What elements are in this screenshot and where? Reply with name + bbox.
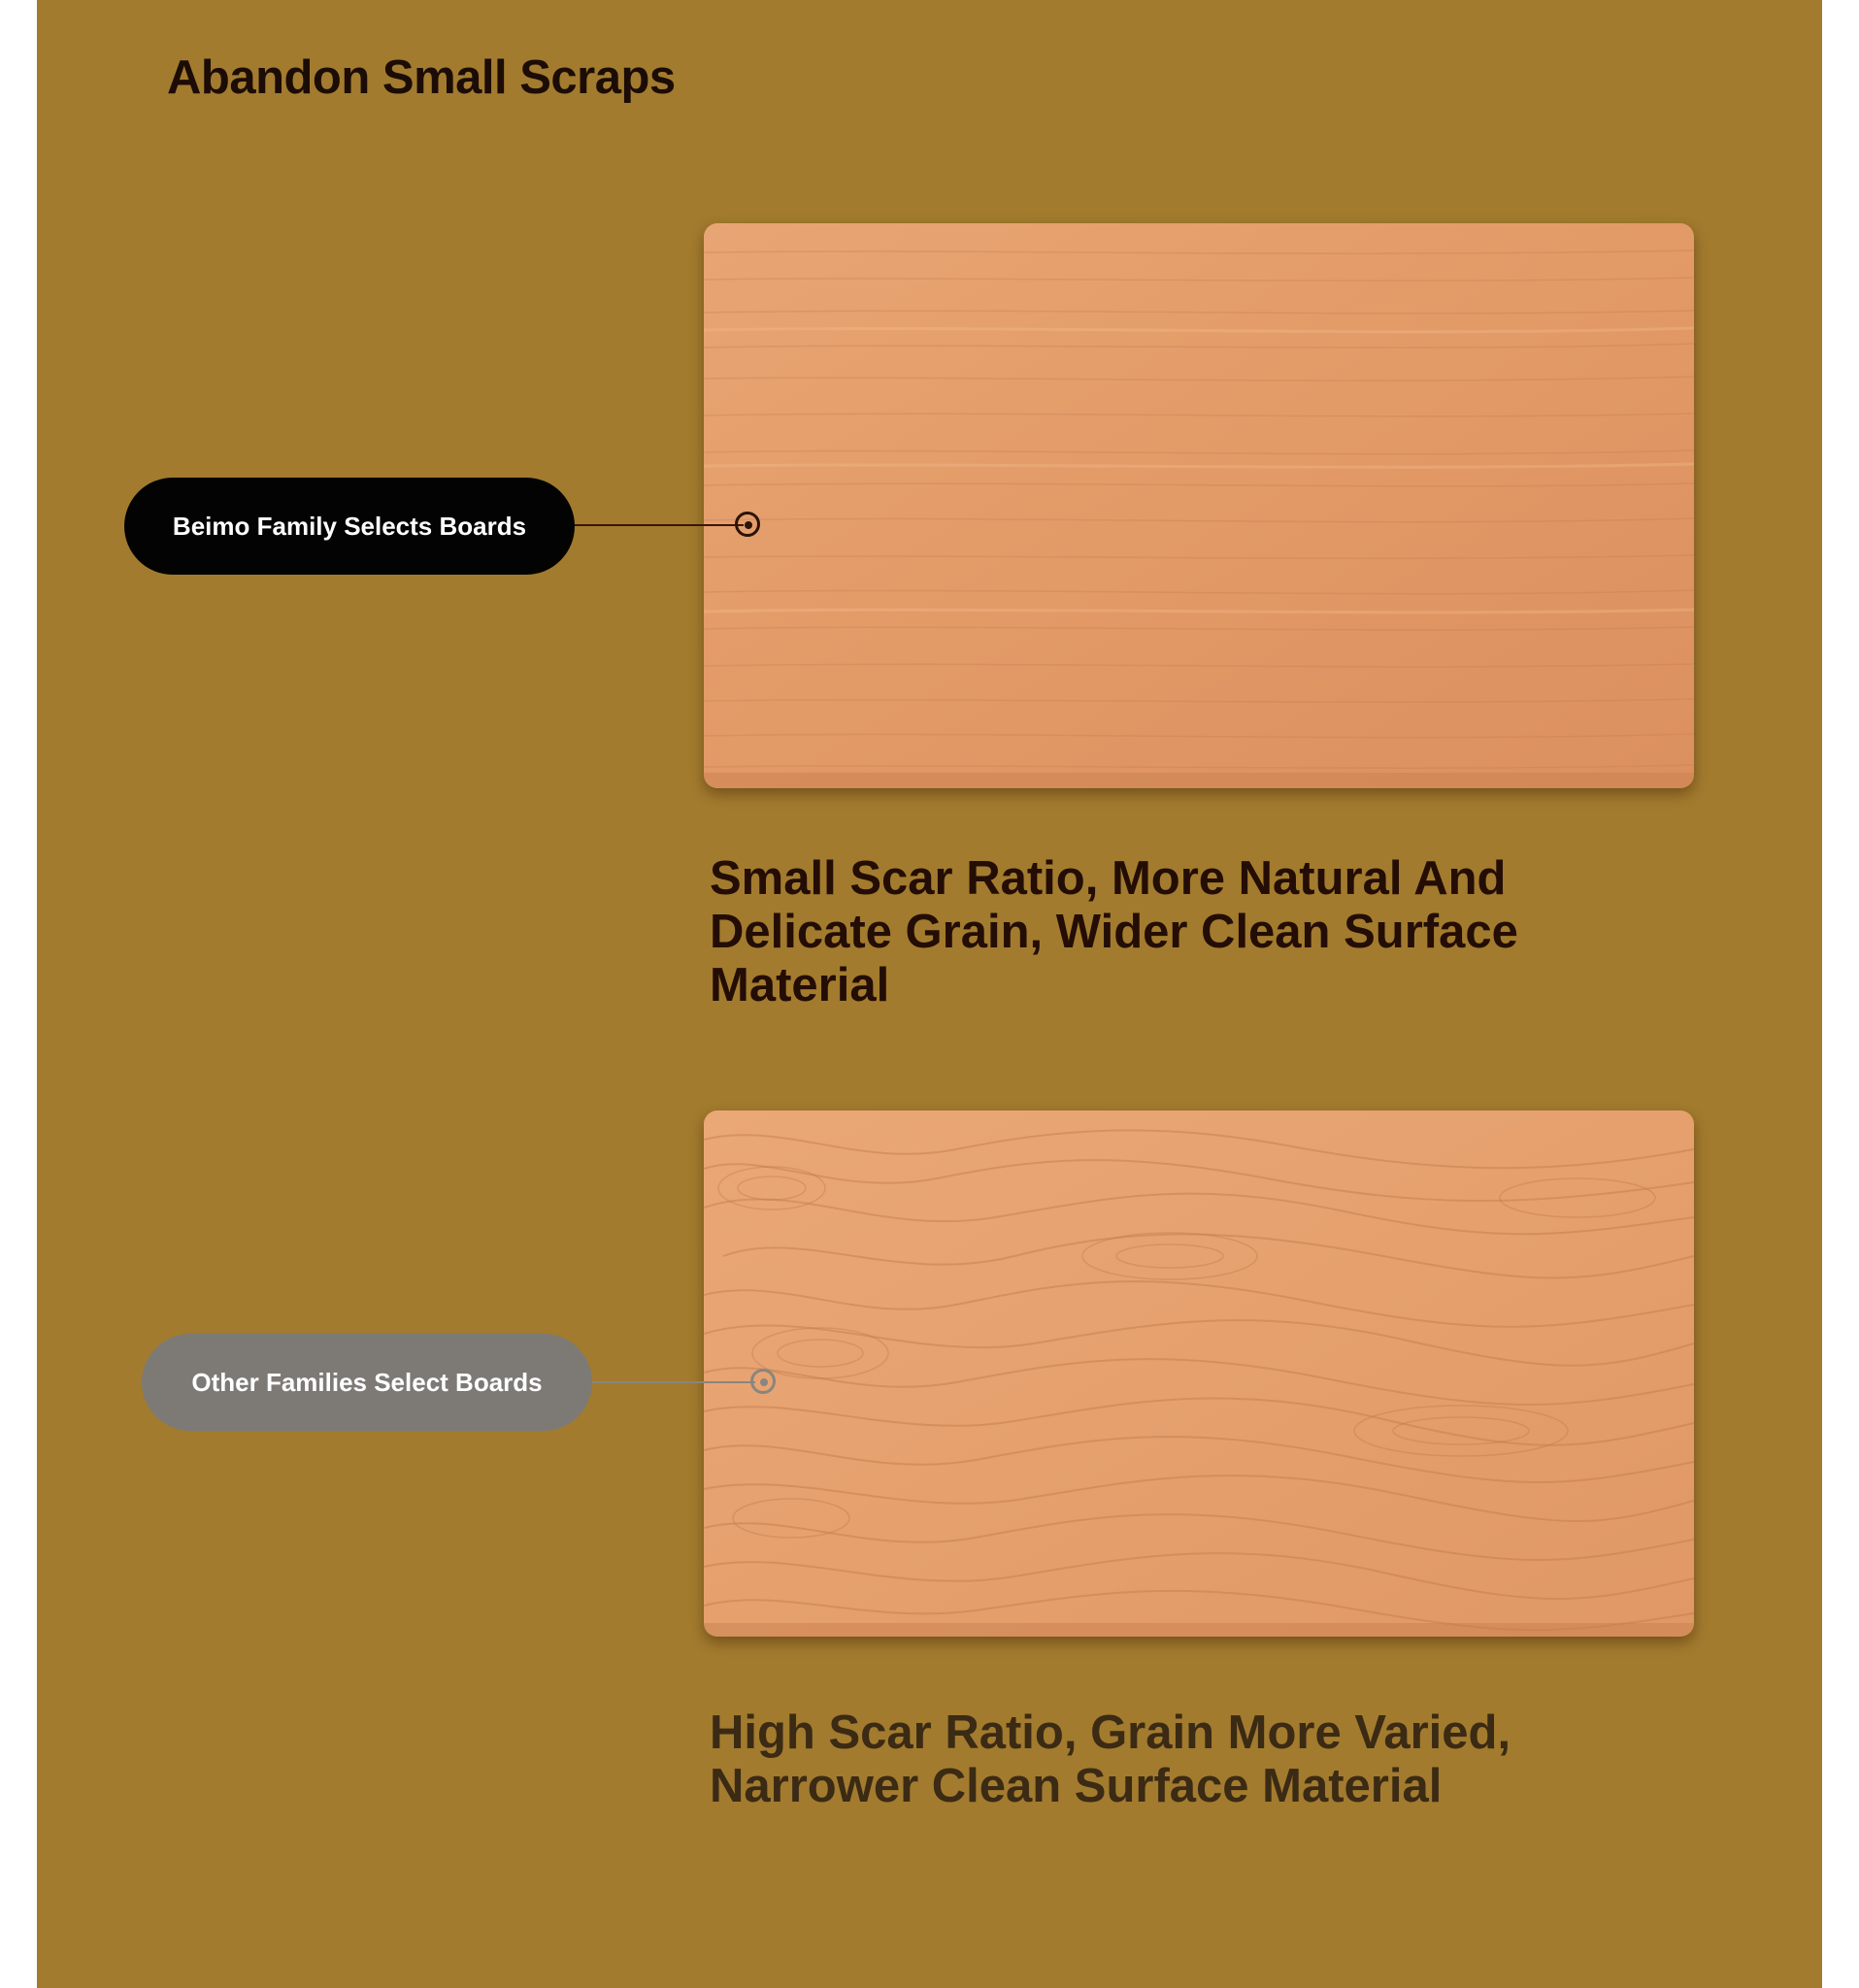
beimo-label-text: Beimo Family Selects Boards bbox=[172, 511, 527, 541]
section-heading: Abandon Small Scraps bbox=[167, 51, 676, 104]
product-detail-section bbox=[37, 0, 1822, 1988]
beimo-board-image bbox=[704, 223, 1694, 788]
others-description: High Scar Ratio, Grain More Varied, Narrower Clean Surface Material bbox=[710, 1706, 1511, 1812]
beimo-connector-line bbox=[573, 524, 744, 526]
beimo-label-pill bbox=[124, 478, 575, 575]
others-label-pill bbox=[142, 1334, 592, 1431]
others-connector-line bbox=[590, 1381, 755, 1383]
target-marker-icon bbox=[750, 1369, 776, 1394]
target-marker-icon bbox=[735, 512, 760, 537]
others-label-text: Other Families Select Boards bbox=[191, 1367, 543, 1397]
varied-grain-wood-texture bbox=[704, 1110, 1694, 1637]
straight-grain-wood-texture bbox=[704, 223, 1694, 788]
other-board-image bbox=[704, 1110, 1694, 1637]
beimo-description: Small Scar Ratio, More Natural And Delicate Grain, Wider Clean Surface Material bbox=[710, 852, 1518, 1011]
